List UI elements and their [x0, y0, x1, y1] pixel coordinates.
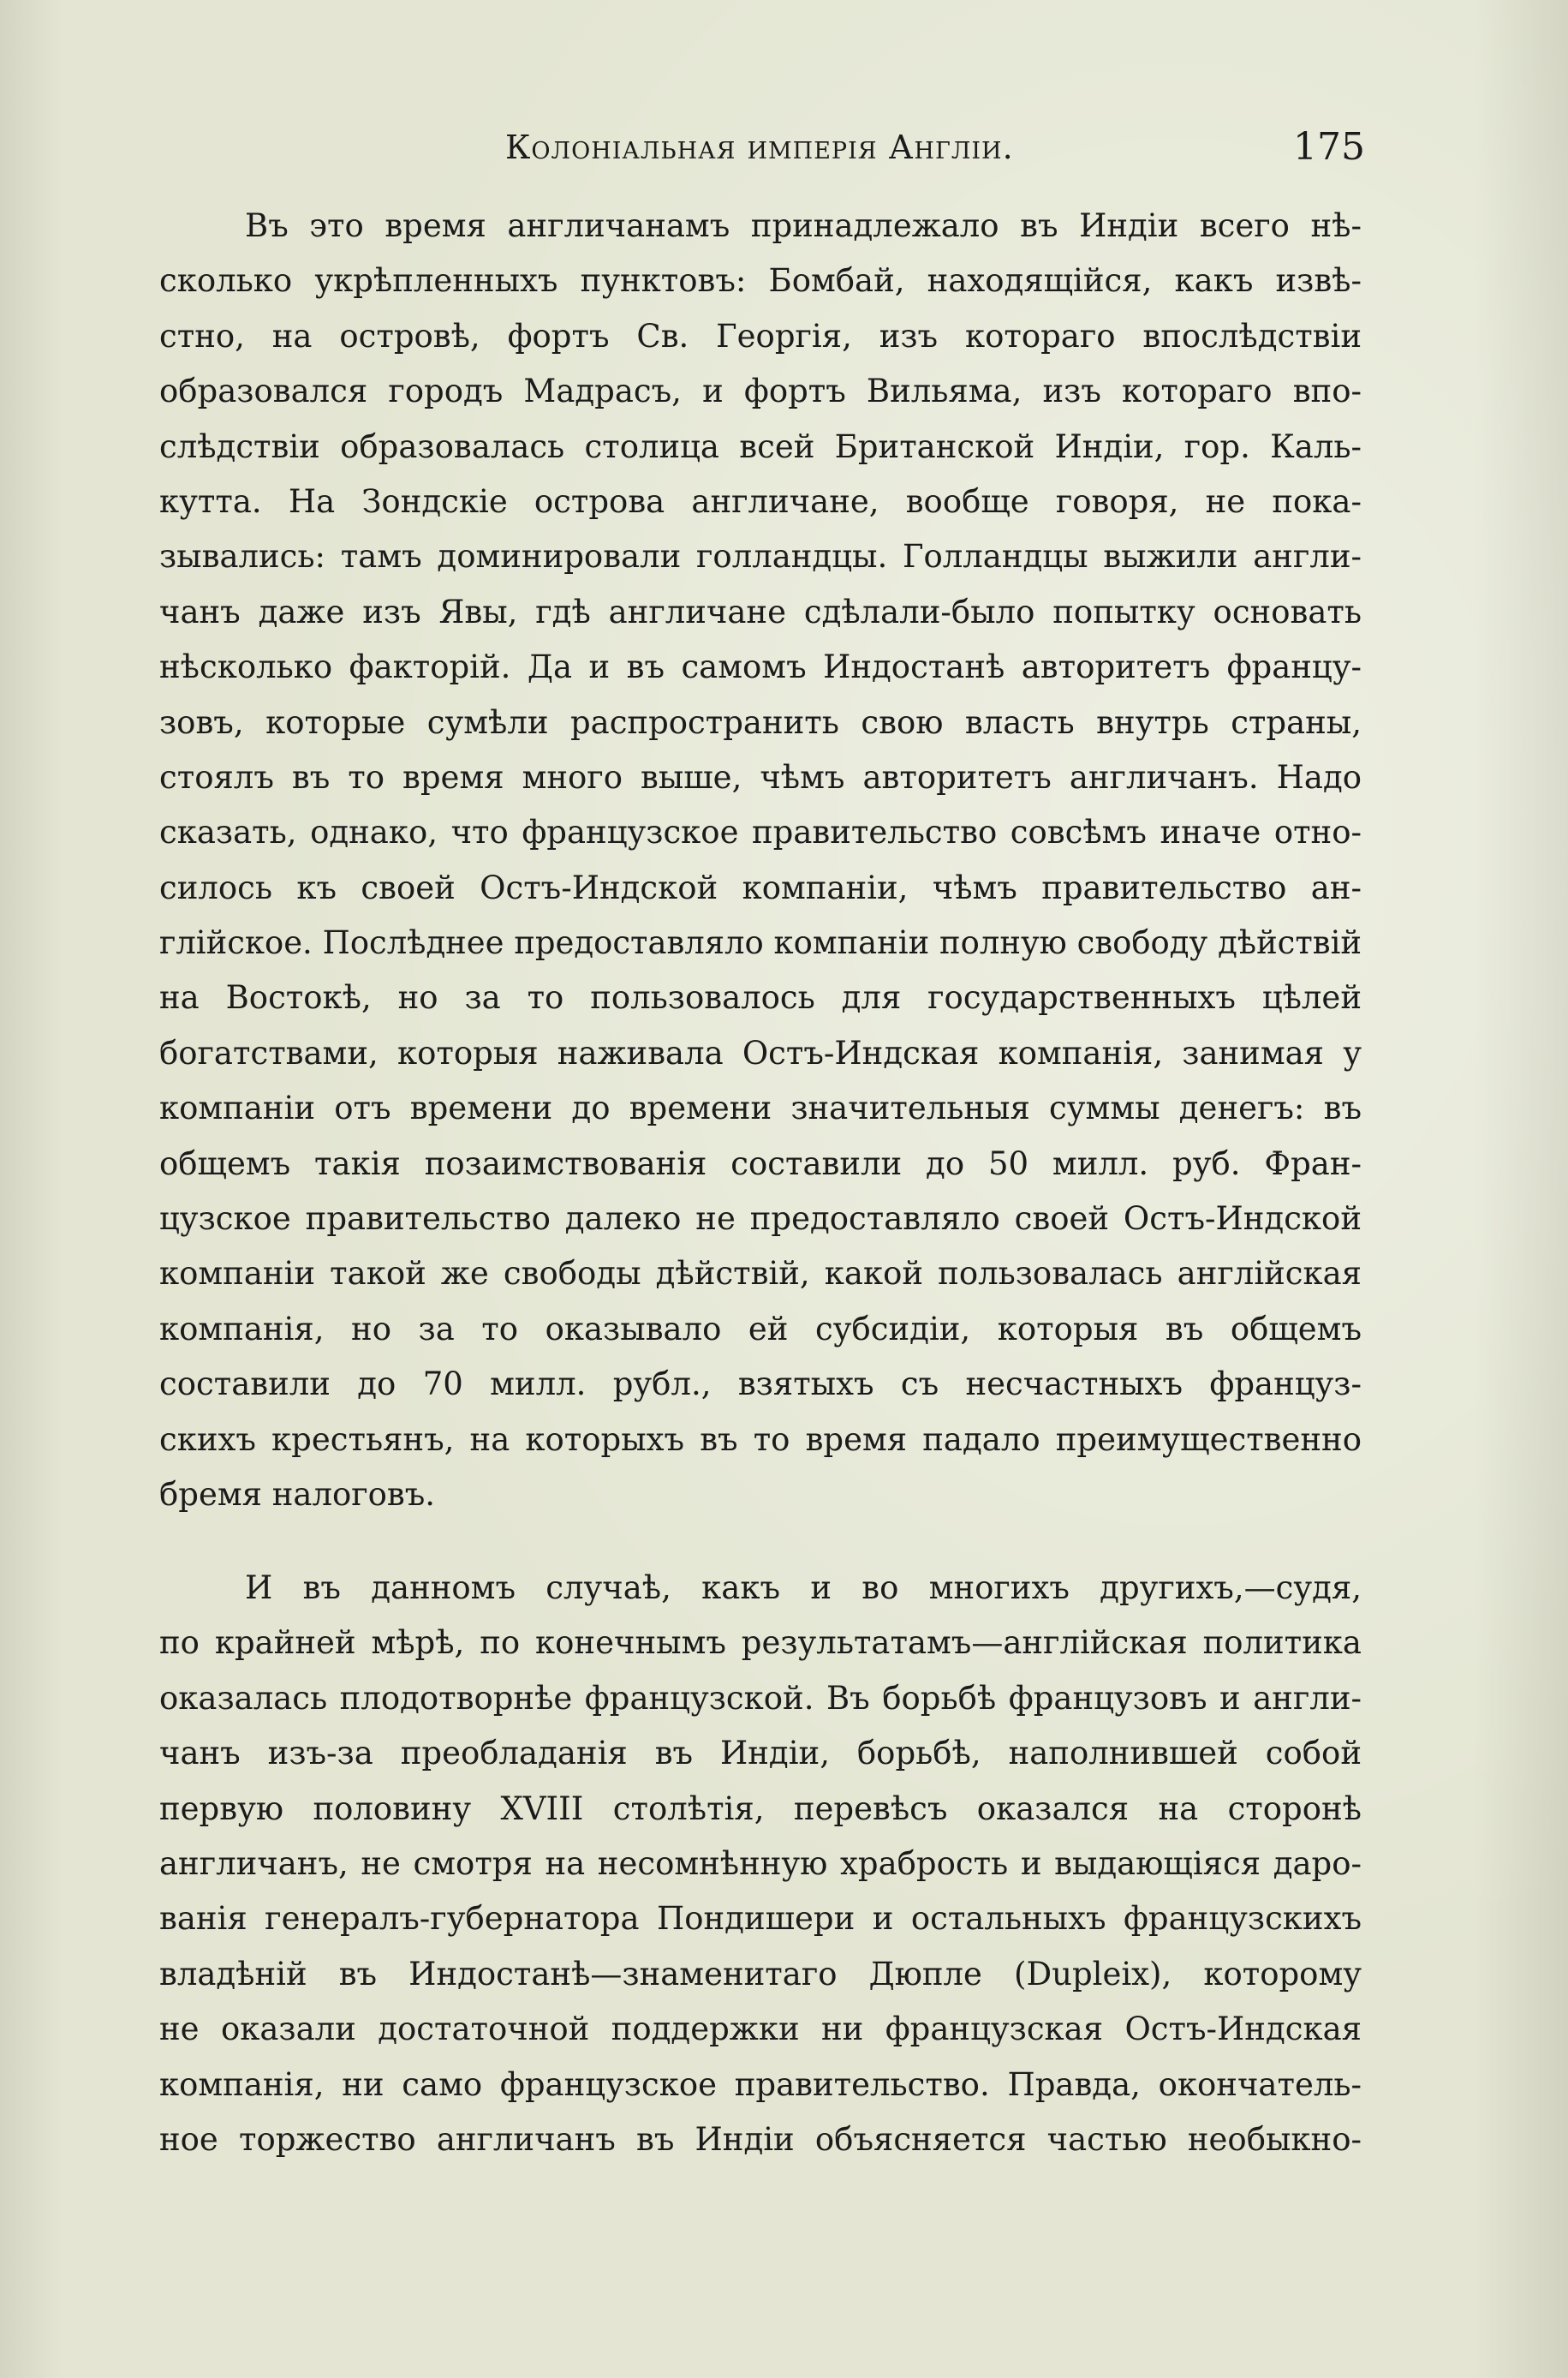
text-line: силось къ своей Остъ-Индской компаніи, чѣмъ правительство ан- — [159, 869, 1362, 906]
text-line: англичанъ, не смотря на несомнѣнную храбрость и выдающіяся даро- — [159, 1844, 1362, 1882]
text-line: ное торжество англичанъ въ Индіи объясняется частью необыкно- — [159, 2120, 1362, 2158]
text-line: не оказали достаточной поддержки ни французская Остъ-Индская — [159, 2011, 1362, 2048]
paragraph-1 — [159, 199, 1362, 1522]
text-line: стоялъ въ то время много выше, чѣмъ авторитетъ англичанъ. Надо — [159, 758, 1362, 796]
text-line: зывались: тамъ доминировали голландцы. Голландцы выжили англи- — [159, 538, 1362, 576]
text-line: сколько укрѣпленныхъ пунктовъ: Бомбай, находящійся, какъ извѣ- — [159, 262, 1362, 300]
text-line: стно, на островѣ, фортъ Св. Георгія, изъ котораго впослѣдствіи — [159, 317, 1362, 355]
page-number: 175 — [1293, 125, 1365, 169]
text-line: компаніи отъ времени до времени значительныя суммы денегъ: въ — [159, 1090, 1362, 1127]
text-line: И въ данномъ случаѣ, какъ и во многихъ другихъ,—судя, — [245, 1569, 1362, 1606]
text-line: кутта. На Зондскіе острова англичане, вообще говоря, не пока- — [159, 482, 1362, 520]
text-line: сказать, однако, что французское правительство совсѣмъ иначе отно- — [159, 814, 1362, 851]
text-line: богатствами, которыя наживала Остъ-Индская компанія, занимая у — [159, 1034, 1362, 1072]
text-line: оказалась плодотворнѣе французской. Въ борьбѣ французовъ и англи- — [159, 1679, 1362, 1717]
text-line: образовался городъ Мадрасъ, и фортъ Вильяма, изъ котораго впо- — [159, 373, 1362, 410]
text-line: чанъ изъ-за преобладанія въ Индіи, борьбѣ, наполнившей собой — [159, 1735, 1362, 1772]
text-line: чанъ даже изъ Явы, гдѣ англичане сдѣлали-было попытку основать — [159, 593, 1362, 630]
text-line: владѣній въ Индостанѣ—знаменитаго Дюпле (Dupleix), которому — [159, 1955, 1362, 1993]
text-line: на Востокѣ, но за то пользовалось для государственныхъ цѣлей — [159, 979, 1362, 1017]
text-line: слѣдствіи образовалась столица всей Британской Индіи, гор. Каль- — [159, 427, 1362, 465]
text-line: ванія генералъ-губернатора Пондишери и остальныхъ французскихъ — [159, 1900, 1362, 1938]
text-line: Въ это время англичанамъ принадлежало въ Индіи всего нѣ- — [245, 207, 1362, 244]
text-line: нѣсколько факторій. Да и въ самомъ Индостанѣ авторитетъ францу- — [159, 648, 1362, 686]
text-line: скихъ крестьянъ, на которыхъ въ то время падало преимущественно — [159, 1420, 1362, 1458]
text-line: цузское правительство далеко не предоставляло своей Остъ-Индской — [159, 1200, 1362, 1238]
paragraph-2 — [159, 1561, 1362, 2167]
text-line: компанія, ни само французское правительство. Правда, окончатель- — [159, 2065, 1362, 2103]
running-title: Колоніальная имперія Англіи. — [505, 128, 1014, 166]
text-line: бремя налоговъ. — [159, 1475, 436, 1513]
text-line: общемъ такія позаимствованія составили до 50 милл. руб. Фран- — [159, 1144, 1362, 1182]
text-line: глійское. Послѣднее предоставляло компаніи полную свободу дѣйствій — [159, 924, 1362, 962]
text-line: компаніи такой же свободы дѣйствій, какой пользовалась англійская — [159, 1255, 1362, 1293]
text-line: составили до 70 милл. рубл., взятыхъ съ несчастныхъ француз- — [159, 1365, 1362, 1403]
text-line: зовъ, которые сумѣли распространить свою власть внутрь страны, — [159, 703, 1362, 741]
text-line: компанія, но за то оказывало ей субсидіи, которыя въ общемъ — [159, 1310, 1362, 1347]
text-line: по крайней мѣрѣ, по конечнымъ результатамъ—англійская политика — [159, 1624, 1362, 1662]
text-line: первую половину XVIII столѣтія, перевѣсъ оказался на сторонѣ — [159, 1789, 1362, 1827]
